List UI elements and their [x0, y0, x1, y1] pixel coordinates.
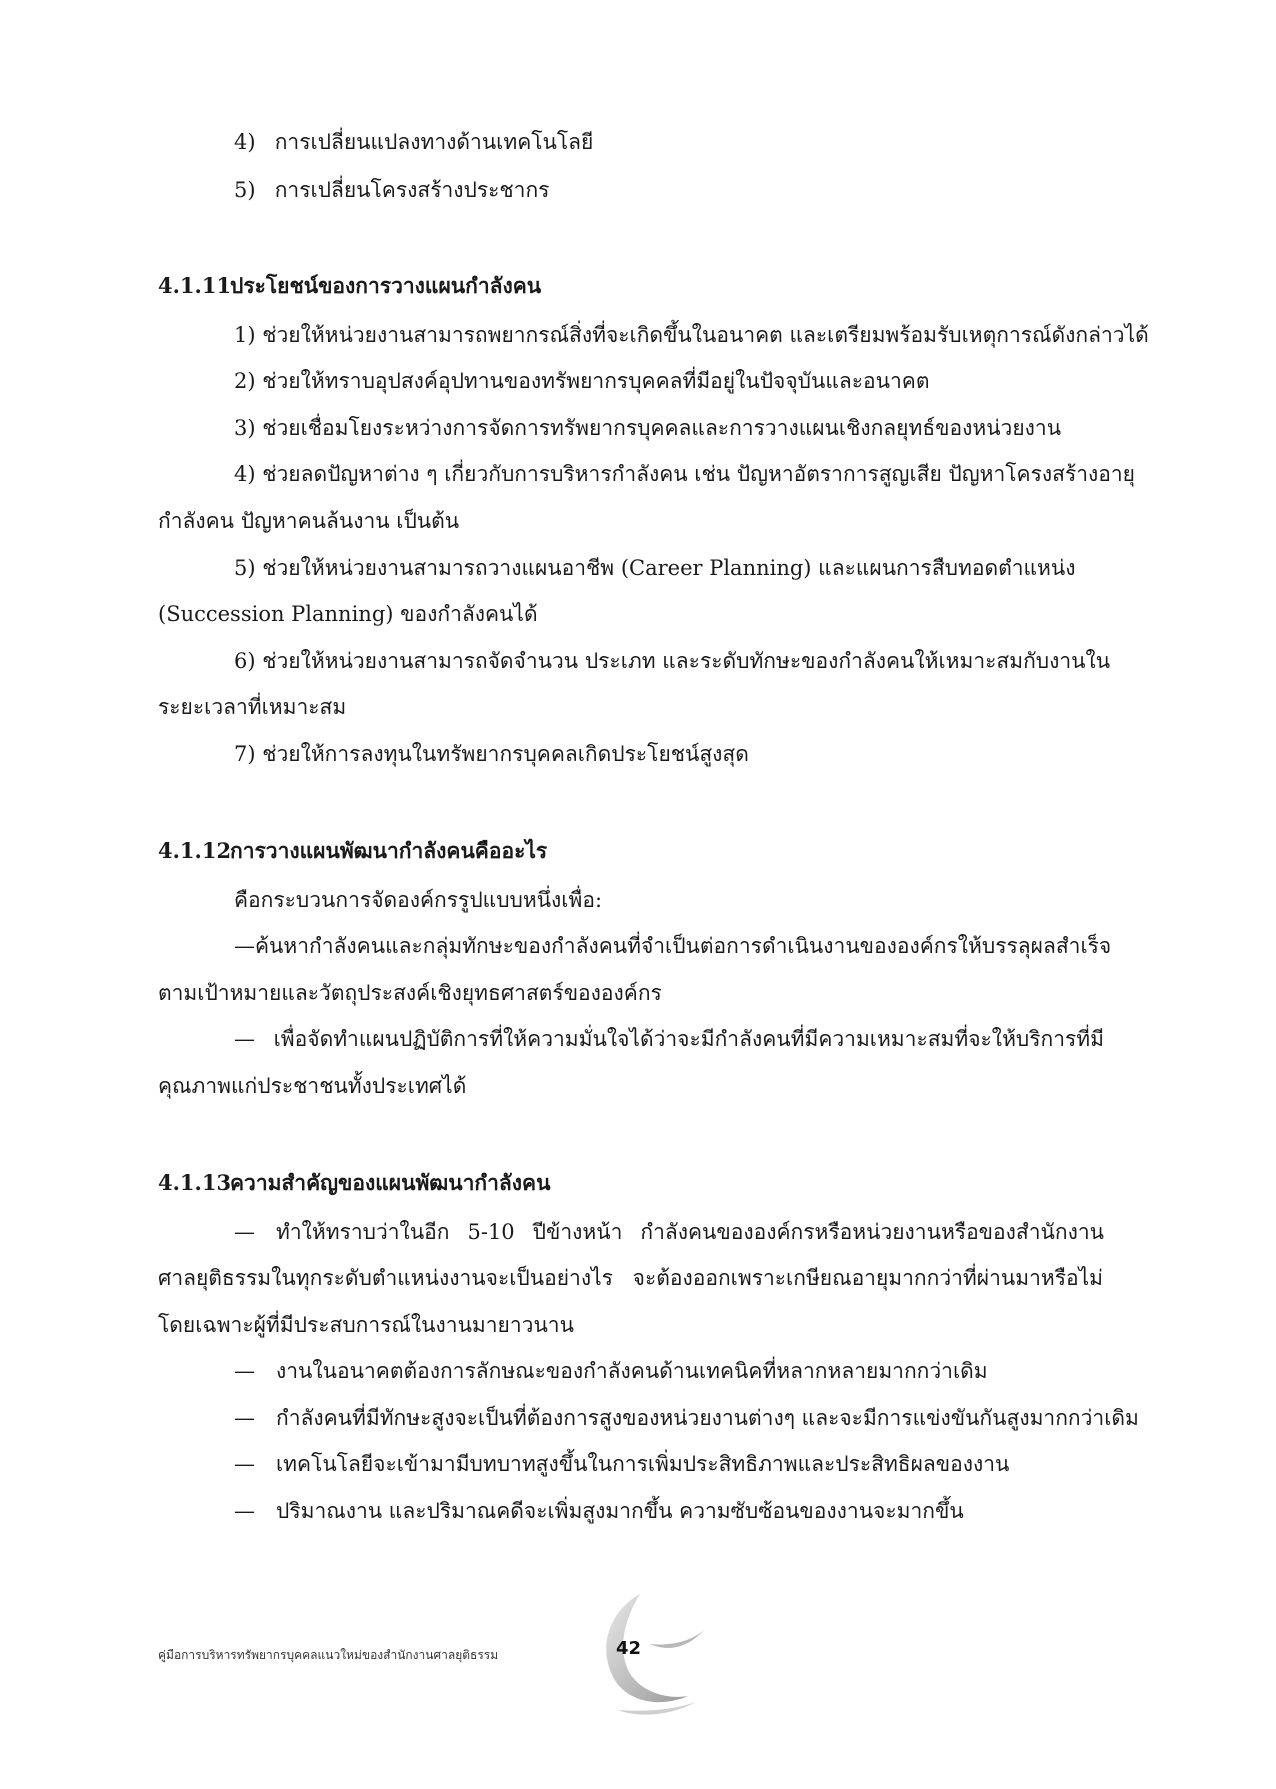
bullet-line	[234, 1217, 1104, 1247]
paragraph-line: คุณภาพแก่ประชาชนทั้งประเทศได้	[158, 1074, 467, 1098]
paragraph-line: ระยะเวลาที่เหมาะสม	[158, 695, 347, 719]
paragraph-line: ศาลยุติธรรมในทุกระดับตำแหน่งงานจะเป็นอย่างไร จะต้องออกเพราะเกษียณอายุมากกว่าที่ผ่านมาหรือไม่	[158, 1266, 1103, 1290]
paragraph-line: ตามเป้าหมายและวัตถุประสงค์เชิงยุทธศาสตร์ขององค์กร	[158, 981, 662, 1005]
page-number: 42	[616, 1638, 642, 1659]
section-number: 4.1.13	[158, 1170, 232, 1195]
dash-bullet: —	[234, 934, 255, 958]
paragraph-line: 4) ช่วยลดปัญหาต่าง ๆ เกี่ยวกับการบริหารกำลังคน เช่น ปัญหาอัตราการสูญเสีย ปัญหาโครงสร้างอายุ	[234, 462, 1135, 486]
dash-bullet: —	[234, 1359, 255, 1383]
paragraph-line: 2) ช่วยให้ทราบอุปสงค์อุปทานของทรัพยากรบุคคลที่มีอยู่ในปัจจุบันและอนาคต	[234, 369, 930, 393]
section-title: ความสำคัญของแผนพัฒนากำลังคน	[230, 1170, 551, 1195]
list-text: การเปลี่ยนโครงสร้างประชากร	[274, 178, 550, 202]
paragraph-line: (Succession Planning) ของกำลังคนได้	[158, 602, 538, 626]
bullet-text: เพื่อจัดทำแผนปฏิบัติการที่ให้ความมั่นใจได้ว่าจะมีกำลังคนที่มีความเหมาะสมที่จะให้บริการที่มี	[273, 1027, 1104, 1051]
section-number: 4.1.12	[158, 838, 232, 863]
dash-bullet: —	[234, 1220, 255, 1244]
bullet-line	[234, 1403, 1139, 1433]
list-item	[234, 127, 593, 157]
footer-title: คู่มือการบริหารทรัพยากรบุคคลแนวใหม่ของสำนักงานศาลยุติธรรม	[158, 1648, 499, 1662]
bullet-text: กำลังคนที่มีทักษะสูงจะเป็นที่ต้องการสูงของหน่วยงานต่างๆ และจะมีการแข่งขันกันสูงมากกว่าเดิม	[276, 1406, 1139, 1430]
bullet-text: ค้นหากำลังคนและกลุ่มทักษะของกำลังคนที่จำเป็นต่อการดำเนินงานขององค์กรให้บรรลุผลสำเร็จ	[255, 934, 1112, 958]
list-item	[234, 175, 549, 205]
dash-bullet: —	[234, 1406, 255, 1430]
bullet-text: ปริมาณงาน และปริมาณคดีจะเพิ่มสูงมากขึ้น ความซับซ้อนของงานจะมากขึ้น	[276, 1499, 964, 1523]
paragraph-line: 7) ช่วยให้การลงทุนในทรัพยากรบุคคลเกิดประโยชน์สูงสุด	[234, 742, 749, 766]
paragraph-line: คือกระบวนการจัดองค์กรรูปแบบหนึ่งเพื่อ:	[234, 888, 603, 912]
bullet-line	[234, 1496, 964, 1526]
bullet-line	[234, 1024, 1104, 1054]
section-heading	[158, 836, 547, 866]
section-heading	[158, 1168, 550, 1198]
bullet-text: ทำให้ทราบว่าในอีก 5-10 ปีข้างหน้า กำลังคนขององค์กรหรือหน่วยงานหรือของสำนักงาน	[276, 1220, 1104, 1244]
paragraph-line: 5) ช่วยให้หน่วยงานสามารถวางแผนอาชีพ (Career Planning) และแผนการสืบทอดตำแหน่ง	[234, 556, 1076, 580]
paragraph-line: กำลังคน ปัญหาคนล้นงาน เป็นต้น	[158, 509, 460, 533]
paragraph-line: โดยเฉพาะผู้ที่มีประสบการณ์ในงานมายาวนาน	[158, 1313, 574, 1337]
paragraph-line: 3) ช่วยเชื่อมโยงระหว่างการจัดการทรัพยากรบุคคลและการวางแผนเชิงกลยุทธ์ของหน่วยงาน	[234, 416, 1062, 440]
list-number: 4)	[234, 130, 256, 154]
swoosh-logo-icon	[578, 1590, 708, 1720]
list-number: 5)	[234, 178, 256, 202]
bullet-text: งานในอนาคตต้องการลักษณะของกำลังคนด้านเทคนิคที่หลากหลายมากกว่าเดิม	[276, 1359, 988, 1383]
dash-bullet: —	[234, 1027, 255, 1051]
paragraph-line: 1) ช่วยให้หน่วยงานสามารถพยากรณ์สิ่งที่จะเกิดขึ้นในอนาคต และเตรียมพร้อมรับเหตุการณ์ดังกล่าวได้	[234, 323, 1149, 347]
section-number: 4.1.11	[158, 273, 232, 298]
paragraph-line: 6) ช่วยให้หน่วยงานสามารถจัดจำนวน ประเภท และระดับทักษะของกำลังคนให้เหมาะสมกับงานใน	[234, 649, 1111, 673]
section-title: ประโยชน์ของการวางแผนกำลังคน	[230, 273, 542, 298]
list-text: การเปลี่ยนแปลงทางด้านเทคโนโลยี	[274, 130, 594, 154]
bullet-text: เทคโนโลยีจะเข้ามามีบทบาทสูงขึ้นในการเพิ่มประสิทธิภาพและประสิทธิผลของงาน	[276, 1452, 1010, 1476]
dash-bullet: —	[234, 1452, 255, 1476]
section-title: การวางแผนพัฒนากำลังคนคืออะไร	[230, 838, 548, 863]
bullet-line	[234, 1356, 988, 1386]
section-heading	[158, 271, 541, 301]
bullet-line	[234, 1449, 1009, 1479]
dash-bullet: —	[234, 1499, 255, 1523]
bullet-line	[234, 931, 1112, 961]
